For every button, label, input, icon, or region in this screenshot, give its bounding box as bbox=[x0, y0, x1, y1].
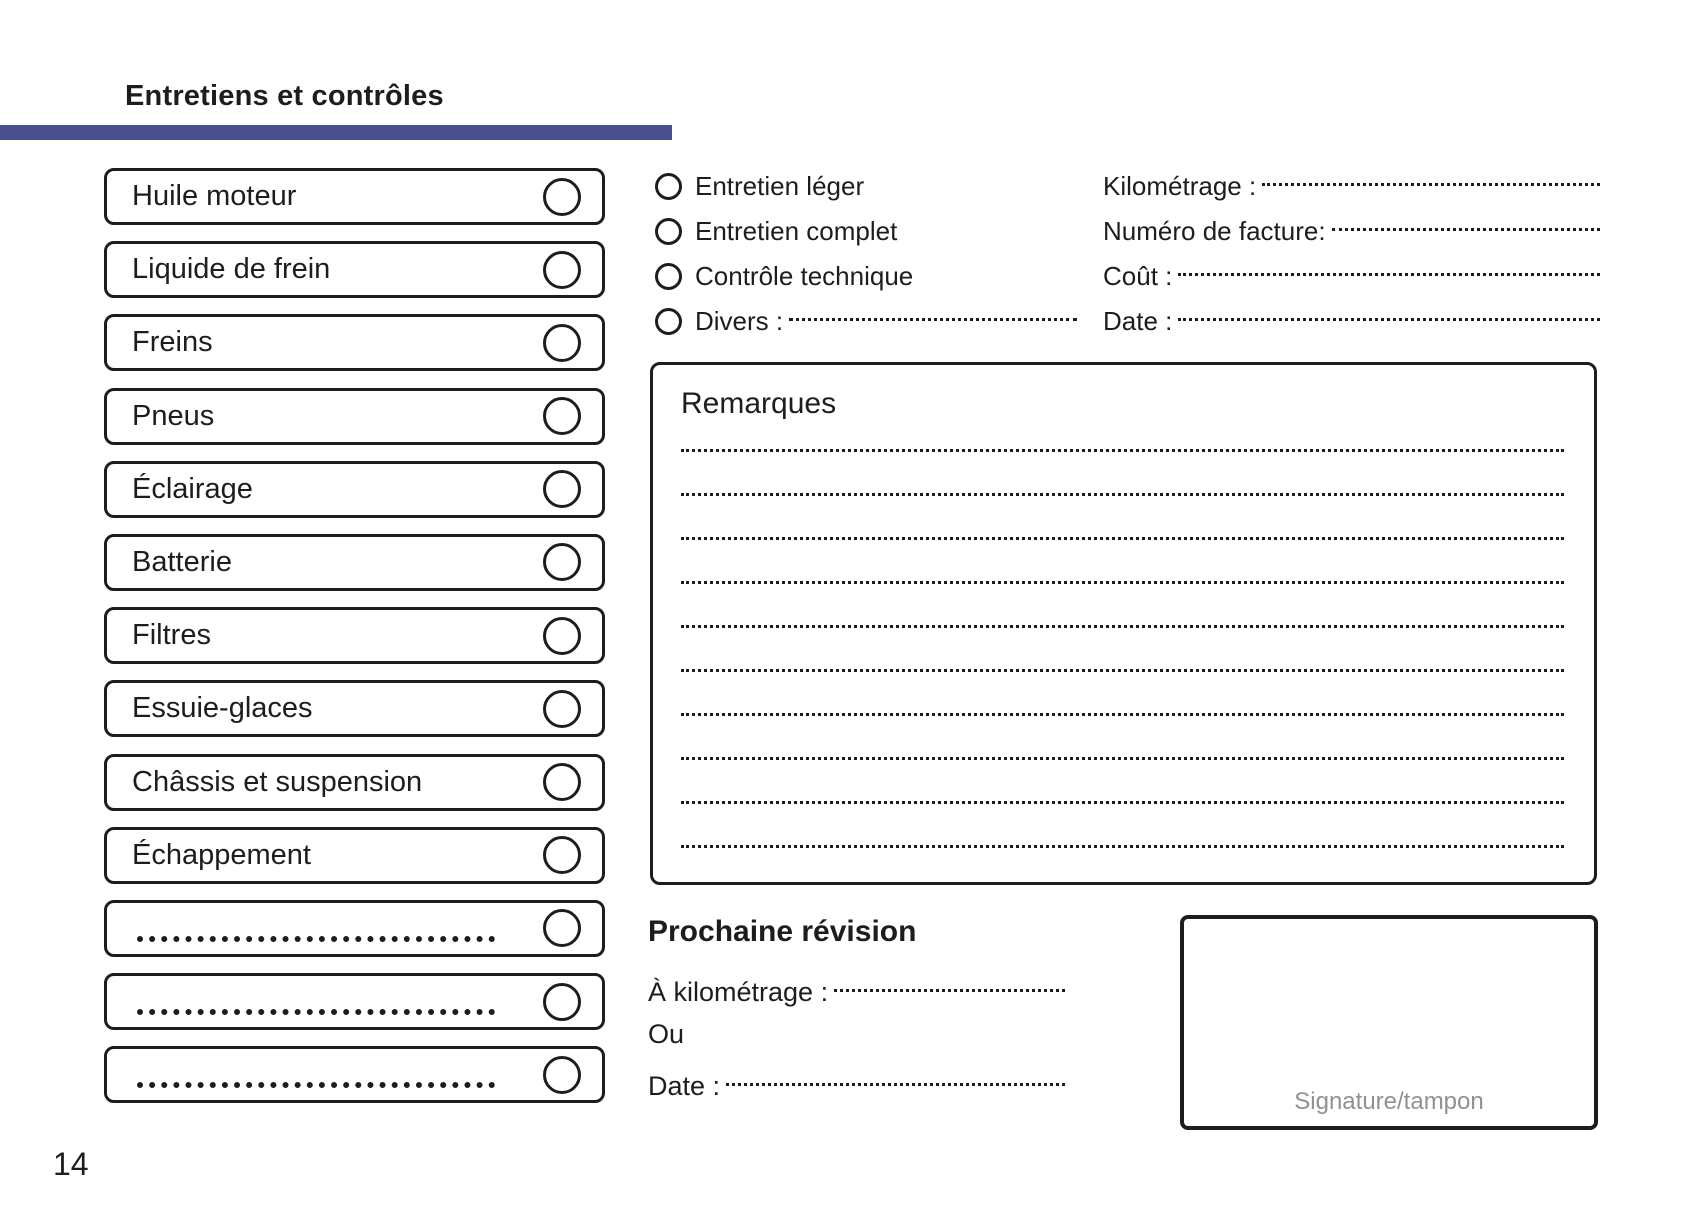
checklist-fill-line[interactable] bbox=[137, 1082, 495, 1088]
check-circle-icon[interactable] bbox=[543, 909, 581, 947]
remarks-lines bbox=[681, 449, 1564, 848]
next-service-or-label: Ou bbox=[648, 1018, 685, 1049]
check-circle-icon[interactable] bbox=[543, 836, 581, 874]
checklist-row-label: Liquide de frein bbox=[132, 253, 331, 286]
remarks-write-line[interactable] bbox=[681, 449, 1564, 452]
checklist-row-blank bbox=[104, 900, 605, 957]
page-number: 14 bbox=[53, 1146, 89, 1182]
next-service-date-label: Date : bbox=[648, 1070, 721, 1101]
check-circle-icon[interactable] bbox=[543, 1056, 581, 1094]
checklist-row bbox=[104, 607, 605, 664]
checklist-row bbox=[104, 241, 605, 298]
remarks-write-line[interactable] bbox=[681, 493, 1564, 496]
remarks-write-line[interactable] bbox=[681, 537, 1564, 540]
radio-circle-icon[interactable] bbox=[655, 263, 682, 290]
check-circle-icon[interactable] bbox=[543, 324, 581, 362]
next-service-date-row bbox=[648, 1070, 1065, 1102]
checklist-row bbox=[104, 534, 605, 591]
field-fill-line[interactable] bbox=[1178, 273, 1600, 276]
radio-circle-icon[interactable] bbox=[655, 218, 682, 245]
next-service-km-fill-line[interactable] bbox=[834, 989, 1065, 992]
next-service-km-label: À kilométrage : bbox=[648, 976, 829, 1007]
invoice-field-row bbox=[1103, 218, 1600, 245]
service-option-row bbox=[655, 173, 1077, 200]
service-option-label: Entretien complet bbox=[695, 216, 898, 246]
field-fill-line[interactable] bbox=[1262, 183, 1600, 186]
checklist-row bbox=[104, 680, 605, 737]
page-title: Entretiens et contrôles bbox=[125, 80, 444, 112]
checklist-row-label: Échappement bbox=[132, 838, 311, 871]
next-service-km-row bbox=[648, 976, 1065, 1008]
checklist-row bbox=[104, 754, 605, 811]
field-fill-line[interactable] bbox=[1332, 228, 1600, 231]
check-circle-icon[interactable] bbox=[543, 763, 581, 801]
remarks-write-line[interactable] bbox=[681, 845, 1564, 848]
checklist-row-label: Freins bbox=[132, 326, 213, 359]
checklist bbox=[104, 168, 605, 1103]
invoice-field-row bbox=[1103, 308, 1600, 335]
service-option-row bbox=[655, 218, 1077, 245]
remarks-box bbox=[650, 362, 1597, 885]
radio-circle-icon[interactable] bbox=[655, 173, 682, 200]
service-type-group bbox=[655, 173, 1077, 353]
field-label: Coût : bbox=[1103, 261, 1173, 291]
title-underline-bar bbox=[0, 125, 672, 140]
signature-box[interactable] bbox=[1180, 915, 1598, 1130]
service-option-label: Divers : bbox=[695, 306, 784, 336]
check-circle-icon[interactable] bbox=[543, 470, 581, 508]
field-label: Numéro de facture: bbox=[1103, 216, 1326, 246]
check-circle-icon[interactable] bbox=[543, 178, 581, 216]
invoice-field-row bbox=[1103, 173, 1600, 200]
checklist-row-label: Pneus bbox=[132, 399, 215, 432]
checklist-row bbox=[104, 388, 605, 445]
invoice-fields bbox=[1103, 173, 1600, 353]
checklist-row-label: Batterie bbox=[132, 545, 232, 578]
remarks-write-line[interactable] bbox=[681, 625, 1564, 628]
checklist-row-label: Châssis et suspension bbox=[132, 765, 423, 798]
divers-fill-line[interactable] bbox=[789, 318, 1077, 321]
check-circle-icon[interactable] bbox=[543, 397, 581, 435]
checklist-row-blank bbox=[104, 973, 605, 1030]
remarks-write-line[interactable] bbox=[681, 757, 1564, 760]
check-circle-icon[interactable] bbox=[543, 690, 581, 728]
remarks-write-line[interactable] bbox=[681, 713, 1564, 716]
service-option-label: Entretien léger bbox=[695, 171, 865, 201]
check-circle-icon[interactable] bbox=[543, 251, 581, 289]
service-option-row bbox=[655, 263, 1077, 290]
next-service-date-fill-line[interactable] bbox=[726, 1083, 1065, 1086]
check-circle-icon[interactable] bbox=[543, 617, 581, 655]
checklist-row-label: Huile moteur bbox=[132, 180, 297, 212]
radio-circle-icon[interactable] bbox=[655, 308, 682, 335]
checklist-row-blank bbox=[104, 1046, 605, 1103]
service-option-row-divers bbox=[655, 308, 1077, 335]
checklist-row bbox=[104, 827, 605, 884]
check-circle-icon[interactable] bbox=[543, 983, 581, 1021]
checklist-fill-line[interactable] bbox=[137, 1009, 495, 1015]
checklist-row bbox=[104, 314, 605, 371]
remarks-write-line[interactable] bbox=[681, 801, 1564, 804]
service-option-label: Contrôle technique bbox=[695, 261, 914, 291]
checklist-row-label: Essuie-glaces bbox=[132, 692, 313, 725]
remarks-title: Remarques bbox=[681, 387, 837, 420]
checklist-row-label: Éclairage bbox=[132, 472, 253, 505]
remarks-write-line[interactable] bbox=[681, 669, 1564, 672]
field-label: Kilométrage : bbox=[1103, 171, 1257, 201]
checklist-row bbox=[104, 168, 605, 225]
checklist-row bbox=[104, 461, 605, 518]
next-service-title: Prochaine révision bbox=[648, 915, 917, 948]
remarks-write-line[interactable] bbox=[681, 581, 1564, 584]
field-label: Date : bbox=[1103, 306, 1173, 336]
invoice-field-row bbox=[1103, 263, 1600, 290]
check-circle-icon[interactable] bbox=[543, 543, 581, 581]
checklist-fill-line[interactable] bbox=[137, 936, 495, 942]
field-fill-line[interactable] bbox=[1178, 318, 1600, 321]
checklist-row-label: Filtres bbox=[132, 619, 211, 652]
next-service-or-row bbox=[648, 1018, 1065, 1050]
signature-label: Signature/tampon bbox=[1294, 1088, 1484, 1115]
